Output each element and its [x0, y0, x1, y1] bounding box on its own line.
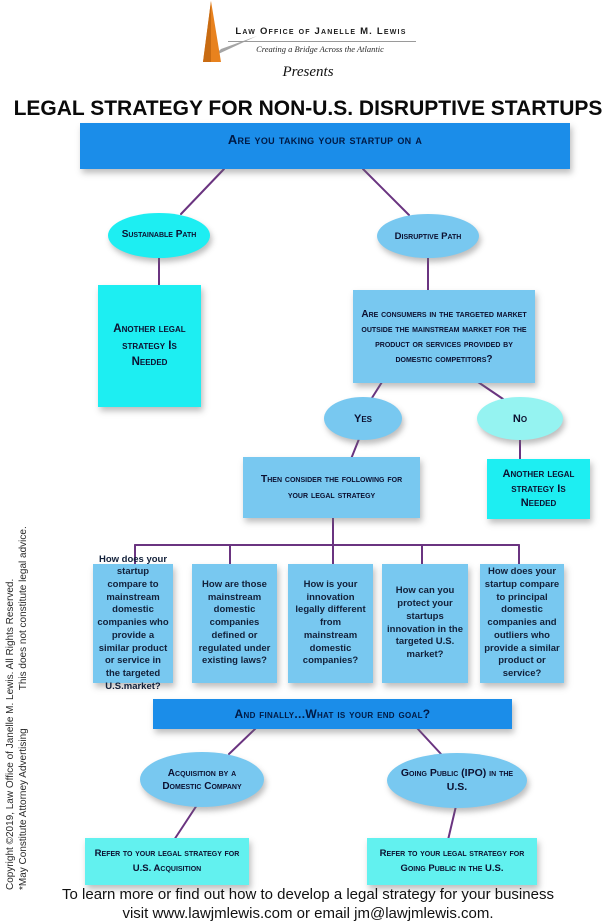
ipo-ellipse: Going Public (IPO) in the U.S. [387, 753, 527, 808]
disruptive-path-ellipse: Disruptive Path [377, 214, 479, 258]
question-banner-start: Are you taking your startup on a [80, 123, 570, 169]
strategy-question-box: How does your startup compare to mainstream domestic companies who provide a similar product or service in the targeted U.S.market? [93, 564, 173, 683]
strategy-question-box: How is your innovation legally different from mainstream domestic companies? [288, 564, 373, 683]
advertising-note: *May Constitute Attorney Advertising [18, 728, 29, 890]
legal-disclaimer: This does not constitute legal advice. [18, 526, 29, 691]
another-strategy-box-2: Another legal strategy Is Needed [487, 459, 590, 519]
refer-acquisition-box: Refer to your legal strategy for U.S. Acquisition [85, 838, 249, 885]
copyright-line: Copyright ©2019, Law Office of Janelle M. Lewis. All Rights Reserved. [5, 578, 16, 890]
no-ellipse: No [477, 397, 563, 440]
firm-tagline: Creating a Bridge Across the Atlantic [256, 44, 384, 54]
copyright-sidebar [4, 470, 32, 890]
strategy-question-box: How does your startup compare to principal domestic companies and outliers who provide a similar product or service? [480, 564, 564, 683]
strategy-question-box: How are those mainstream domestic companies defined or regulated under existing laws? [192, 564, 277, 683]
consumers-question-box: Are consumers in the targeted market outside the mainstream market for the product or services provided by domestic competitors? [353, 290, 535, 383]
refer-ipo-box: Refer to your legal strategy for Going Public in the U.S. [367, 838, 537, 885]
sustainable-path-ellipse: Sustainable Path [108, 213, 210, 258]
poster-title: LEGAL STRATEGY FOR NON-U.S. DISRUPTIVE STARTUPS [13, 97, 603, 120]
strategy-question-box: How can you protect your startups innovation in the targeted U.S. market? [382, 564, 468, 683]
logo-divider [228, 41, 416, 42]
another-strategy-box-1: Another legal strategy Is Needed [98, 285, 201, 407]
footer-contact-text: To learn more or find out how to develop a legal strategy for your business visit www.lawjmlewis.com or email jm@lawjmlewis.com. [62, 886, 554, 922]
acquisition-ellipse: Acquisition by a Domestic Company [140, 752, 264, 807]
yes-ellipse: Yes [324, 397, 402, 440]
presents-text: Presents [282, 64, 334, 80]
then-consider-box: Then consider the following for your legal strategy [243, 457, 420, 518]
firm-name: Law Office of Janelle M. Lewis [235, 26, 407, 37]
question-banner-end-goal: And finally...What is your end goal? [153, 699, 512, 729]
